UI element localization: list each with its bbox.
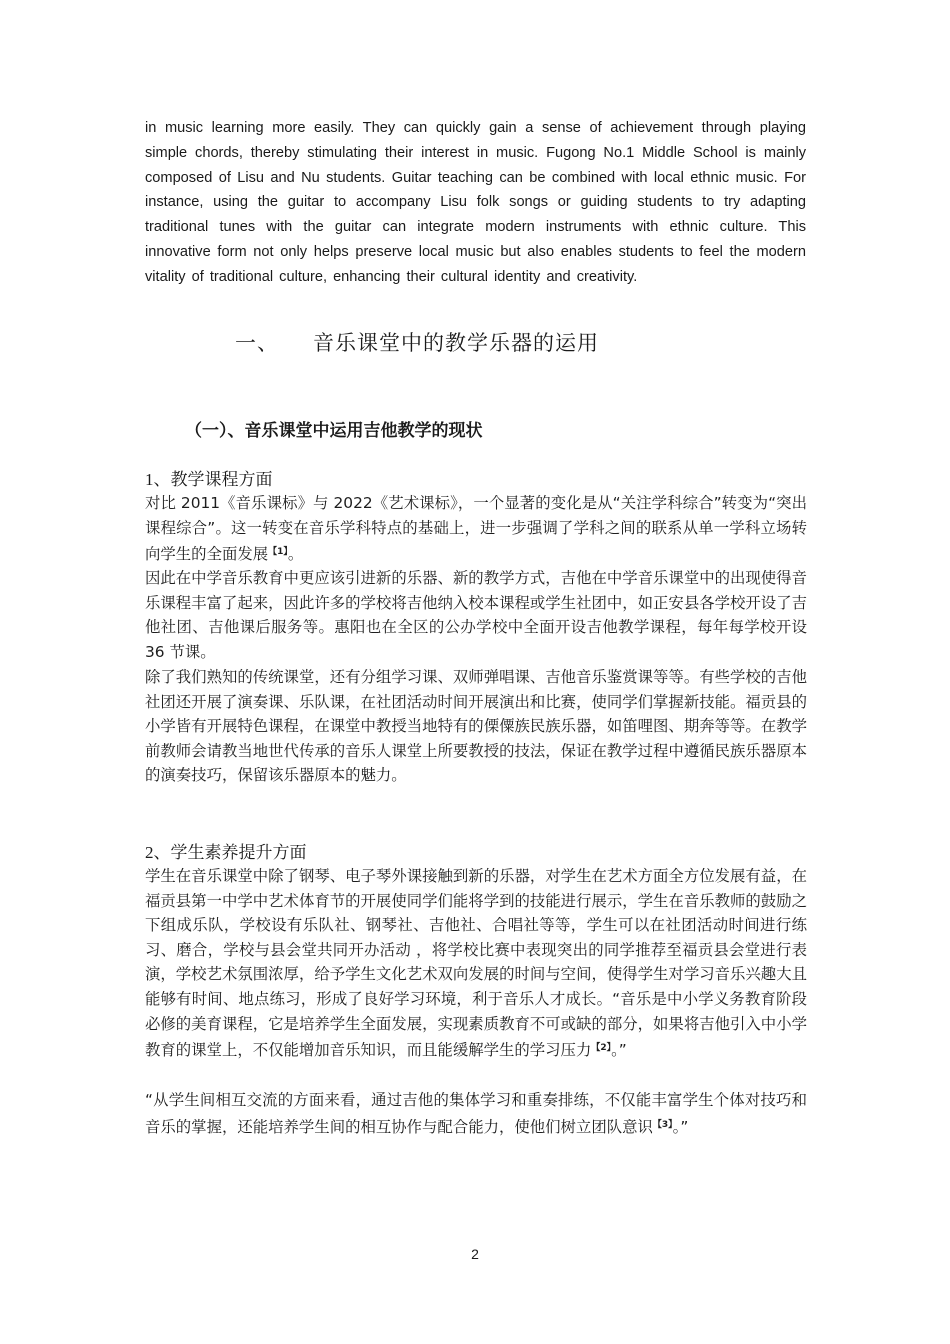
citation-ref-1: 【1】 bbox=[268, 547, 288, 558]
paragraph-text: 学生在音乐课堂中除了钢琴、电子琴外课接触到新的乐器，对学生在艺术方面全方位发展有益，在福贡县第一中学中艺术体育节的开展使同学们能将学到的技能进行展示，学生在音乐教师的鼓励之下组成乐队，学校设有乐队社、钢琴社、吉他社、合唱社等等，学生可以在社团活动时间进行练习、磨合，学校与县会堂共同开办活动 ，将学校比赛中表现突出的同学推荐至福贡县会堂进行表演，学校艺术氛围浓厚，给予学生文化艺术双向发展的时间与空间，使得学生对学习音乐兴趣大且能够有时间、地点练习，形成了良好学习环境，利于音乐人才成长。“音乐是中小学义务教育阶段必修的美育课程，它是培养学生全面发展，实现素质教育不可或缺的部分，如果将吉他引入中小学教育的课堂上，不仅能增加音乐知识，而且能缓解学生的学习压力 bbox=[145, 867, 807, 1060]
literacy-paragraph-2 bbox=[145, 1088, 807, 1139]
subsection-title-curriculum: 1、教学课程方面 bbox=[145, 470, 273, 489]
literacy-paragraph-1 bbox=[145, 864, 807, 1063]
chapter-title: 音乐课堂中的教学乐器的运用 bbox=[313, 331, 599, 355]
curriculum-paragraph-2: 因此在中学音乐教育中更应该引进新的乐器、新的教学方式，吉他在中学音乐课堂中的出现使得音乐课程丰富了起来，因此许多的学校将吉他纳入校本课程或学生社团中，如正安县各学校开设了吉他社团、吉他课后服务等。惠阳也在全区的公办学校中全面开设吉他教学课程，每年每学校开设 36 节课。 bbox=[145, 569, 807, 661]
chapter-number: 一、 bbox=[235, 331, 279, 355]
curriculum-paragraph-1 bbox=[145, 491, 807, 567]
chapter-heading bbox=[235, 327, 599, 357]
paragraph-end: 。 bbox=[287, 545, 304, 564]
citation-ref-3: 【3】 bbox=[652, 1119, 673, 1130]
intro-english-paragraph: in music learning more easily. They can quickly gain a sense of achievement through playing simple chords, thereby stimulating their interest in music. Fugong No.1 Middle School is mainly composed of Lisu and Nu students. Guitar teaching can be combined with local ethnic music. For instance, using the guitar to accompany Lisu folk songs or guiding students to try adapting traditional tunes with the guitar can integrate modern instruments with ethnic culture. This innovative form not only helps preserve local music but also enables students to feel the modern vitality of traditional culture, enhancing their cultural identity and creativity. bbox=[145, 120, 806, 285]
curriculum-paragraph-3: 除了我们熟知的传统课堂，还有分组学习课、双师弹唱课、吉他音乐鉴赏课等等。有些学校的吉他社团还开展了演奏课、乐队课，在社团活动时间开展演出和比赛，使同学们掌握新技能。福贡县的小学皆有开展特色课程，在课堂中教授当地特有的傈僳族民族乐器，如笛哩图、期奔等等。在教学前教师会请教当地世代传承的音乐人课堂上所要教授的技法，保证在教学过程中遵循民族乐器原本的演奏技巧，保留该乐器原本的魅力。 bbox=[145, 668, 807, 785]
paragraph-end: 。” bbox=[611, 1041, 627, 1060]
section-heading: （一）、音乐课堂中运用吉他教学的现状 bbox=[185, 421, 483, 441]
paragraph-end: 。” bbox=[672, 1117, 689, 1136]
subsection-title-literacy: 2、学生素养提升方面 bbox=[145, 843, 307, 862]
citation-ref-2: 【2】 bbox=[591, 1043, 612, 1054]
paragraph-text: “从学生间相互交流的方面来看，通过吉他的集体学习和重奏排练，不仅能丰富学生个体对技巧和音乐的掌握，还能培养学生间的相互协作与配合能力，使他们树立团队意识 bbox=[145, 1091, 807, 1136]
paragraph-text: 对比 2011《音乐课标》与 2022《艺术课标》，一个显著的变化是从“关注学科综合”转变为“突出课程综合”。这一转变在音乐学科特点的基础上，进一步强调了学科之间的联系从单一学科立场转向学生的全面发展 bbox=[145, 494, 807, 564]
page-number: 2 bbox=[471, 1246, 479, 1262]
